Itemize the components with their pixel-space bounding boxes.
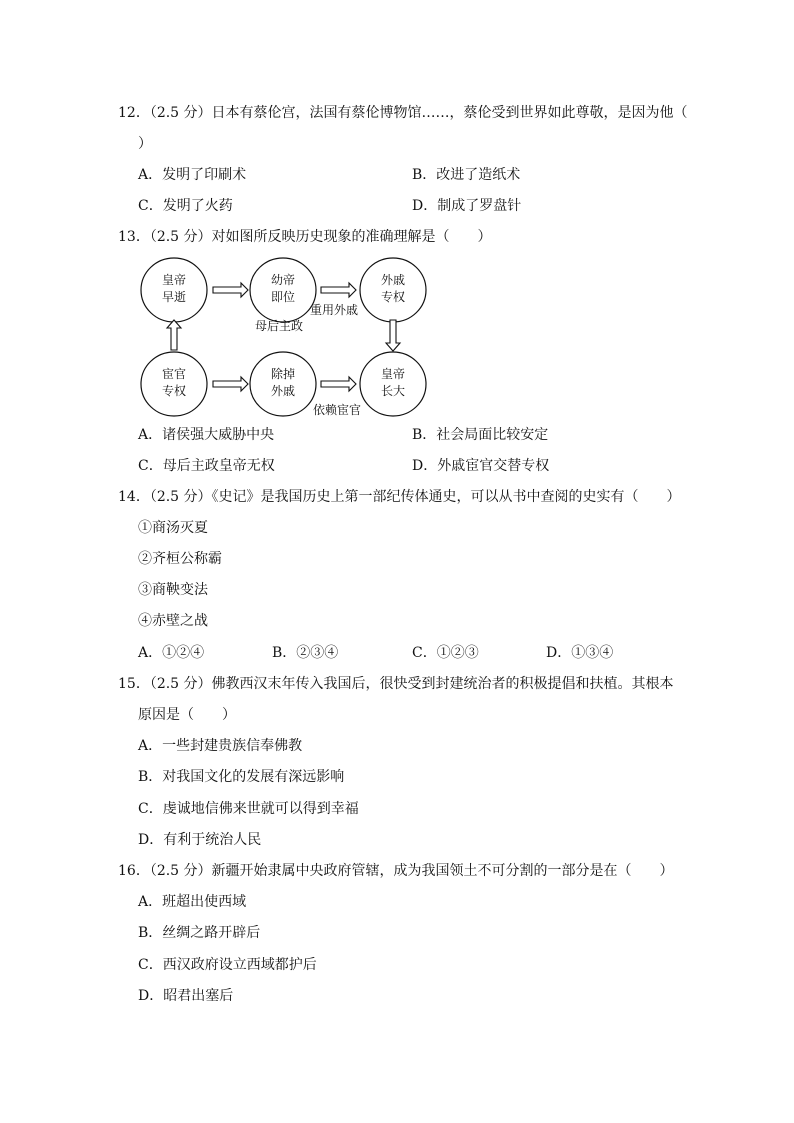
arrow-node4-to-node5	[213, 377, 248, 391]
node1-line2: 早逝	[161, 290, 187, 304]
q16-option-b: B．丝绸之路开辟后	[138, 925, 261, 941]
q14-option-d: D．①③④	[546, 645, 614, 661]
q13-stem: 13．（2.5 分）对如图所反映历史现象的准确理解是（ ）	[118, 229, 492, 245]
q12-option-d: D．制成了罗盘针	[412, 198, 522, 214]
node1-line1: 皇帝	[161, 273, 187, 287]
node5-line2: 外戚	[270, 384, 296, 398]
label-use-relatives: 重用外戚	[310, 303, 359, 317]
diagram-node-remove-relatives	[250, 352, 316, 416]
q14-option-c: C．①②③	[412, 645, 479, 661]
q16-stem: 16．（2.5 分）新疆开始隶属中央政府管辖，成为我国领土不可分割的一部分是在（ ）	[118, 863, 674, 879]
node4-line2: 专权	[161, 384, 187, 398]
q13-option-d: D．外戚宦官交替专权	[412, 458, 550, 474]
q15-stem-line1: 15．（2.5 分）佛教西汉末年传入我国后，很快受到封建统治者的积极提倡和扶植。其根本	[118, 676, 674, 692]
q14-item-1: ①商汤灭夏	[138, 520, 208, 536]
q14-option-a: A．①②④	[138, 645, 205, 661]
diagram-node-relatives-power	[360, 258, 426, 322]
diagram-node-emperor-grows-up	[360, 352, 426, 416]
arrow-node3-to-node6	[386, 320, 400, 351]
q12-stem-line1: 12．（2.5 分）日本有蔡伦宫，法国有蔡伦博物馆……，蔡伦受到世界如此尊敬，是因为他（	[118, 105, 688, 121]
node5-line1: 除掉	[270, 367, 296, 381]
q12-option-b: B．改进了造纸术	[412, 167, 521, 183]
q15-stem-line2: 原因是（ ）	[138, 707, 236, 723]
q14-item-4: ④赤壁之战	[138, 613, 208, 629]
arrow-node4-to-node1	[167, 320, 181, 350]
label-rely-eunuchs: 依赖宦官	[313, 403, 362, 417]
q15-option-a: A．一些封建贵族信奉佛教	[138, 738, 303, 754]
node2-line2: 即位	[270, 290, 296, 304]
q15-option-c: C．虔诚地信佛来世就可以得到幸福	[138, 801, 359, 817]
node3-line2: 专权	[380, 290, 406, 304]
node3-line1: 外戚	[380, 273, 406, 287]
node4-line1: 宦官	[161, 367, 187, 381]
q12-option-a: A．发明了印刷术	[138, 167, 247, 183]
q16-option-d: D．昭君出塞后	[138, 988, 234, 1004]
arrow-node1-to-node2	[213, 283, 248, 297]
q16-option-c: C．西汉政府设立西域都护后	[138, 957, 317, 973]
q14-stem: 14．（2.5 分）《史记》是我国历史上第一部纪传体通史，可以从书中查阅的史实有（ ）	[118, 489, 681, 505]
node6-line2: 长大	[380, 384, 406, 398]
diagram-node-eunuchs-power	[141, 352, 207, 416]
diagram-node-young-emperor	[250, 258, 316, 322]
q12-stem-line2: ）	[138, 136, 152, 152]
arrow-node5-to-node6	[321, 377, 356, 391]
q14-option-b: B．②③④	[272, 645, 339, 661]
q14-item-2: ②齐桓公称霸	[138, 551, 222, 567]
q15-option-d: D．有利于统治人民	[138, 832, 262, 848]
q12-option-c: C．发明了火药	[138, 198, 233, 214]
label-mother-rules: 母后主政	[255, 319, 304, 333]
diagram-node-emperor-dies-early	[141, 258, 207, 322]
node6-line1: 皇帝	[380, 367, 406, 381]
q13-option-b: B．社会局面比较安定	[412, 427, 549, 443]
q15-option-b: B．对我国文化的发展有深远影响	[138, 769, 345, 785]
arrow-node2-to-node3	[321, 283, 356, 297]
q14-item-3: ③商鞅变法	[138, 582, 208, 598]
q16-option-a: A．班超出使西域	[138, 894, 247, 910]
node2-line1: 幼帝	[270, 273, 296, 287]
q13-option-a: A．诸侯强大威胁中央	[138, 427, 275, 443]
q13-option-c: C．母后主政皇帝无权	[138, 458, 275, 474]
